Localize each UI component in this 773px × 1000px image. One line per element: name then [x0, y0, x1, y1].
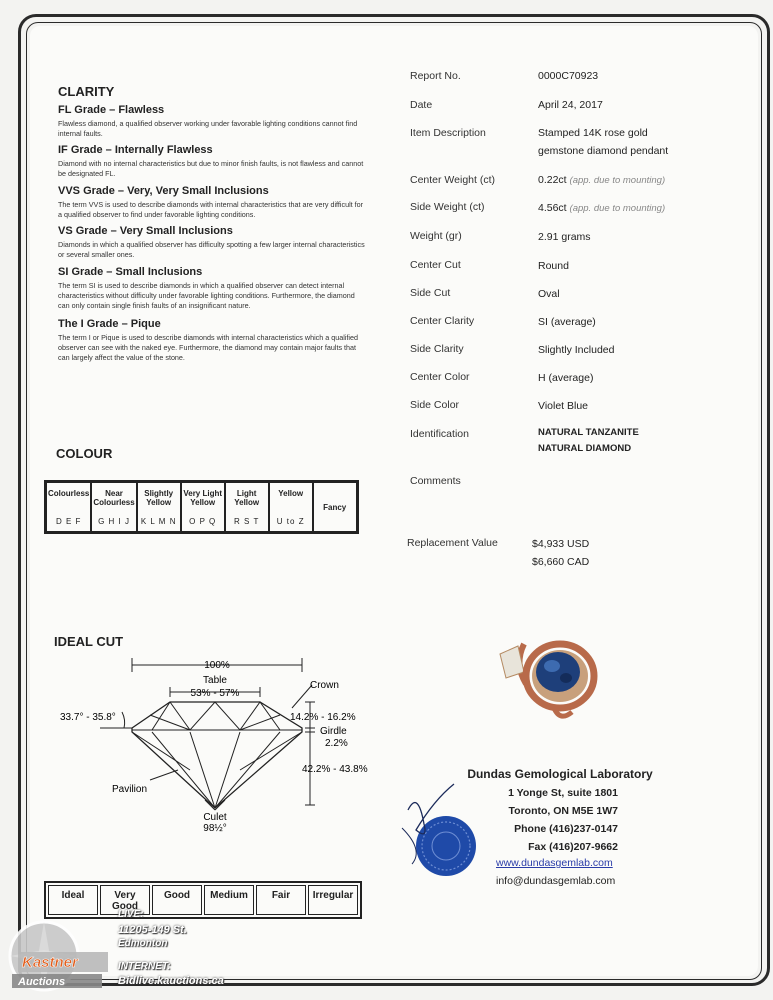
colour-label: Yellow — [278, 488, 304, 498]
colour-label: Fancy — [323, 502, 347, 512]
grade-if — [58, 144, 368, 179]
grade-description: Diamond with no internal characteristics but due to minor finish faults, is not flawless and cannot be designated FL. — [58, 159, 364, 178]
colour-codes: K L M N — [140, 516, 177, 526]
colour-codes: O P Q — [189, 516, 217, 526]
colour-cell — [181, 482, 225, 532]
watermark-city: Edmonton — [118, 938, 168, 949]
colour-codes: R S T — [234, 516, 260, 526]
colour-title: COLOUR — [56, 446, 113, 461]
center-cut-value: Round — [538, 260, 569, 272]
colour-cell — [225, 482, 269, 532]
grade-vvs — [58, 185, 368, 220]
side-weight-label: Side Weight (ct) — [410, 201, 485, 213]
grade-heading: The I Grade – Pique — [58, 318, 161, 330]
center-clarity-value: SI (average) — [538, 316, 596, 328]
side-cut-value: Oval — [538, 288, 560, 300]
identification-label: Identification — [410, 428, 469, 440]
side-weight-note: (app. due to mounting) — [569, 203, 666, 214]
cut-grade-cell: Irregular — [308, 885, 358, 915]
cut-grade-cell: Very Good — [100, 885, 150, 915]
center-color-label: Center Color — [410, 371, 470, 383]
center-weight-value — [538, 171, 665, 190]
crown-label: Crown — [310, 680, 339, 691]
grade-heading: FL Grade – Flawless — [58, 104, 165, 116]
girdle-pct: 2.2% — [325, 738, 348, 749]
colour-label: Near Colourless — [93, 488, 135, 507]
weight-label: Weight (gr) — [410, 230, 462, 242]
colour-codes: D E F — [55, 516, 82, 526]
side-color-label: Side Color — [410, 399, 460, 411]
center-cut-label: Center Cut — [410, 259, 461, 271]
grade-heading: VS Grade – Very Small Inclusions — [58, 225, 233, 237]
item-description-line: Stamped 14K rose gold — [538, 127, 648, 139]
date-label: Date — [410, 99, 433, 111]
side-color-value: Violet Blue — [538, 400, 589, 412]
cut-grade-cell: Ideal — [48, 885, 98, 915]
girdle-label: Girdle — [320, 726, 347, 737]
logo-brand-sub: Auctions — [18, 976, 66, 988]
pavilion-depth: 42.2% - 43.8% — [302, 764, 368, 775]
colour-cell — [46, 482, 91, 532]
grade-description: The term VVS is used to describe diamonds with internal characteristics that are very difficult for a qualified observer to find under favorable lighting conditions. — [58, 200, 364, 219]
grade-heading: VVS Grade – Very, Very Small Inclusions — [58, 185, 269, 197]
side-clarity-label: Side Clarity — [410, 343, 464, 355]
identification-value — [538, 425, 639, 457]
cut-grade-table — [44, 881, 362, 919]
ideal-cut-title: IDEAL CUT — [54, 634, 124, 649]
crown-angle: 33.7° - 35.8° — [60, 712, 116, 723]
replacement-usd: $4,933 USD — [532, 538, 590, 550]
item-description-label: Item Description — [410, 127, 486, 139]
auction-logo — [4, 916, 114, 994]
report-no-value: 0000C70923 — [538, 70, 599, 82]
colour-scale-table — [44, 480, 359, 534]
grade-description: Flawless diamond, a qualified observer working under favorable lighting conditions cannot find internal faults. — [58, 119, 358, 138]
colour-codes: U to Z — [276, 516, 305, 526]
colour-label: Light Yellow — [234, 488, 260, 507]
date-value: April 24, 2017 — [538, 99, 603, 111]
center-weight-number: 0.22ct — [538, 174, 567, 186]
replacement-value — [532, 535, 589, 571]
identification-line: NATURAL DIAMOND — [538, 443, 632, 454]
lab-name: Dundas Gemological Laboratory — [467, 767, 653, 781]
watermark-address: 11205-149 St. — [118, 924, 187, 936]
colour-cell — [313, 482, 357, 532]
side-weight-number: 4.56ct — [538, 202, 567, 214]
lab-email[interactable]: info@dundasgemlab.com — [496, 875, 616, 887]
report-no-label: Report No. — [410, 70, 461, 82]
culet-value: 98½° — [203, 823, 227, 834]
colour-label: Colourless — [48, 488, 90, 498]
grade-heading: IF Grade – Internally Flawless — [58, 144, 213, 156]
lab-fax: Fax (416)207-9662 — [528, 841, 618, 853]
pendant-photo — [494, 624, 614, 724]
culet-label: Culet — [203, 812, 227, 823]
colour-cell — [269, 482, 313, 532]
weight-value: 2.91 grams — [538, 231, 591, 243]
grade-si — [58, 266, 368, 311]
side-weight-value — [538, 199, 665, 218]
center-weight-label: Center Weight (ct) — [410, 174, 495, 186]
table-label: Table — [203, 675, 227, 686]
colour-codes: G H I J — [98, 516, 130, 526]
colour-label: Very Light Yellow — [183, 488, 223, 507]
grade-heading: SI Grade – Small Inclusions — [58, 266, 203, 278]
logo-brand-name: Kastner — [22, 954, 78, 971]
cut-grade-cell: Good — [152, 885, 202, 915]
lab-website-link[interactable]: www.dundasgemlab.com — [496, 857, 613, 869]
lab-address-line1: 1 Yonge St, suite 1801 — [508, 787, 618, 799]
cut-grade-cell: Medium — [204, 885, 254, 915]
clarity-title: CLARITY — [58, 84, 115, 99]
center-clarity-label: Center Clarity — [410, 315, 475, 327]
item-description-value — [538, 124, 668, 160]
grade-description: The term I or Pique is used to describe diamonds with internal characteristics which a qualified observer can see with the naked eye. Furthermore, the diamond may contain major faults that can largely affect the value of the stone. — [58, 333, 359, 362]
width-label: 100% — [204, 660, 230, 671]
grade-i — [58, 318, 368, 363]
lab-contact-block — [470, 784, 618, 856]
comments-label: Comments — [410, 475, 461, 487]
grade-description: Diamonds in which a qualified observer has difficulty spotting a few larger internal characteristics or several smaller ones. — [58, 240, 365, 259]
replacement-cad: $6,660 CAD — [532, 556, 590, 568]
side-clarity-value: Slightly Included — [538, 344, 615, 356]
replacement-label: Replacement Value — [407, 537, 498, 549]
identification-line: NATURAL TANZANITE — [538, 427, 639, 438]
colour-cell — [91, 482, 136, 532]
center-weight-note: (app. due to mounting) — [569, 175, 666, 186]
grade-description: The term SI is used to describe diamonds in which a qualified observer can detect internal characteristics without difficulty under favorable lighting conditions. Furthermore, the diamond can only contain single finish faults of an insignificant nature. — [58, 281, 355, 310]
watermark-site: Bidlive.kauctions.ca — [118, 975, 224, 987]
grade-vs — [58, 225, 368, 260]
watermark-internet: INTERNET: — [118, 961, 171, 972]
pavilion-label: Pavilion — [112, 784, 148, 795]
colour-label: Slightly Yellow — [144, 488, 174, 507]
table-range: 53% - 57% — [190, 688, 240, 699]
diamond-cut-diagram — [40, 650, 380, 835]
center-color-value: H (average) — [538, 372, 594, 384]
grade-fl — [58, 104, 368, 139]
side-cut-label: Side Cut — [410, 287, 451, 299]
item-description-line: gemstone diamond pendant — [538, 145, 669, 157]
lab-address-line2: Toronto, ON M5E 1W7 — [508, 805, 618, 817]
colour-cell — [137, 482, 181, 532]
watermark-live: LIVE: — [118, 909, 144, 920]
crown-height: 14.2% - 16.2% — [290, 712, 356, 723]
lab-phone: Phone (416)237-0147 — [514, 823, 618, 835]
cut-grade-cell: Fair — [256, 885, 306, 915]
